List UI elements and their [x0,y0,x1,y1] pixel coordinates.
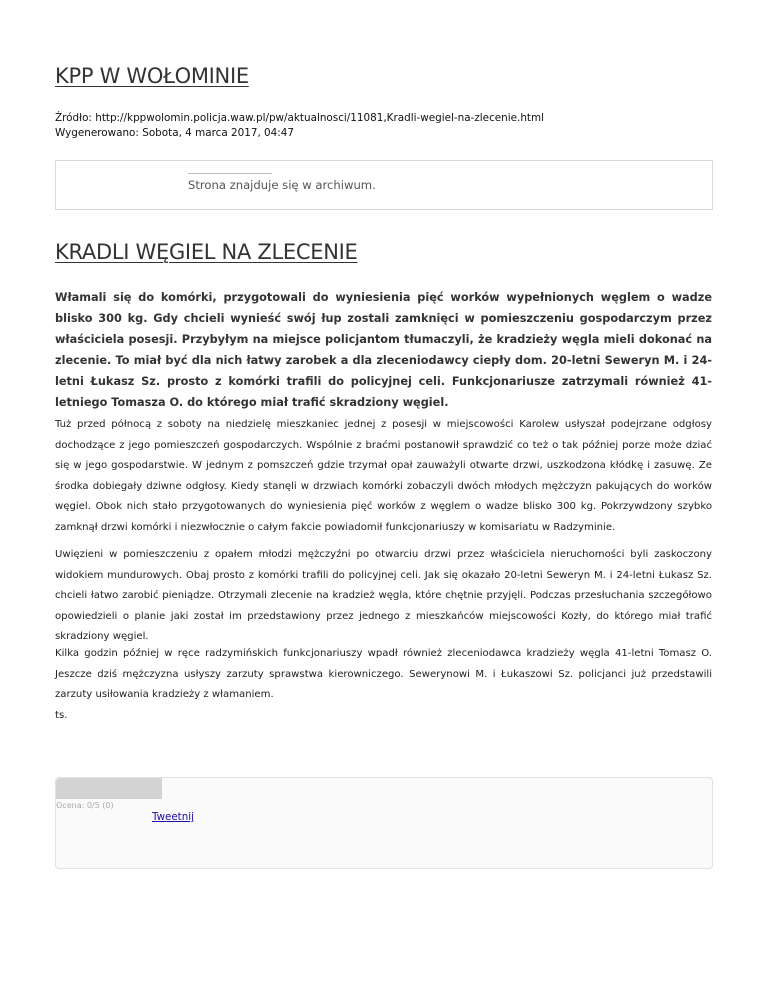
rating-stars[interactable] [56,778,162,799]
archive-notice-text: Strona znajduje się w archiwum. [188,178,376,192]
article-signature: ts. [55,710,68,721]
archive-notice-box [55,160,713,210]
article-paragraph: Kilka godzin później w ręce radzymińskich funkcjonariuszy wpadł również zleceniodawca kradzieży węgla 41-letni Tomasz O. Jeszcze dziś mężczyzna usłyszy zarzuty sprawstwa kierowniczego. Sewerynowi M. i Łukaszowi Sz. policjanci już przedstawili zarzuty usiłowania kradzieży z włamaniem. [55,648,712,700]
article-paragraph: Uwięzieni w pomieszczeniu z opałem młodzi mężczyźni po otwarciu drzwi przez właściciela nieruchomości byli zaskoczony widokiem mundurowych. Obaj prosto z komórki trafili do policyjnej celi. Jak się okazało 20-letni Seweryn M. i 24-letni Łukasz Sz. chcieli łatwo zarobić pieniądze. Otrzymali zlecenie na kradzież węgla, które chętnie przyjęli. Podczas przesłuchania szczegółowo opowiedzieli o planie jaki został im przedstawiony przez jednego z mieszkańców miejscowości Kozły, do którego miał trafić skradziony węgiel. [55,549,712,642]
article-lead: Włamali się do komórki, przygotowali do wyniesienia pięć worków wypełnionych węglem o wadze blisko 300 kg. Gdy chcieli wynieść swój łup zostali zamknięci w pomieszczeniu gospodarczym przez właściciela posesji. Przybyłym na miejsce policjantom tłumaczyli, że kradzieży węgla mieli dokonać na zlecenie. To miał być dla nich łatwy zarobek a dla zleceniodawcy ciepły dom. 20-letni Seweryn M. i 24-letni Łukasz Sz. prosto z komórki trafili do policyjnej celi. Funkcjonariusze zatrzymali również 41-letniego Tomasza O. do którego miał trafić skradziony węgiel. [55,291,712,409]
tweet-link[interactable]: Tweetnij [152,811,194,823]
generated-line: Wygenerowano: Sobota, 4 marca 2017, 04:47 [55,127,294,139]
page-meta [55,111,544,141]
article-title: KRADLI WĘGIEL NA ZLECENIE [55,240,358,264]
article-paragraph: Tuż przed północą z soboty na niedzielę mieszkaniec jednej z posesji w miejscowości Karolew usłyszał podejrzane odgłosy dochodzące z jego pomieszczeń gospodarczych. Wspólnie z braćmi postanowił sprawdzić co też o tak później porze może dziać się w jego gospodarstwie. W jednym z pomszczeń gdzie trzymał opał zauważyli otwarte drzwi, uszkodzona kłódkę i zasuwę. Ze środka dobiegały dziwne odgłosy. Kiedy stanęli w drzwiach komórki zobaczyli dwóch młodych mężczyzn pakujących do worków węgiel. Obok nich stało przygotowanych do wyniesienia pięć worków z węglem o wadze blisko 300 kg. Pokrzywdzony szybko zamknął drzwi komórki i niezwłocznie o całym fakcie powiadomił funkcjonariuszy w komisariatu w Radzyminie. [55,419,712,533]
divider [188,173,272,174]
article-footer [55,777,713,869]
rating-text: Ocena: 0/5 (0) [56,801,114,810]
source-line: Źródło: http://kppwolomin.policja.waw.pl/pw/aktualnosci/11081,Kradli-wegiel-na-zlecenie.html [55,112,545,124]
site-title: KPP W WOŁOMINIE [55,64,249,88]
